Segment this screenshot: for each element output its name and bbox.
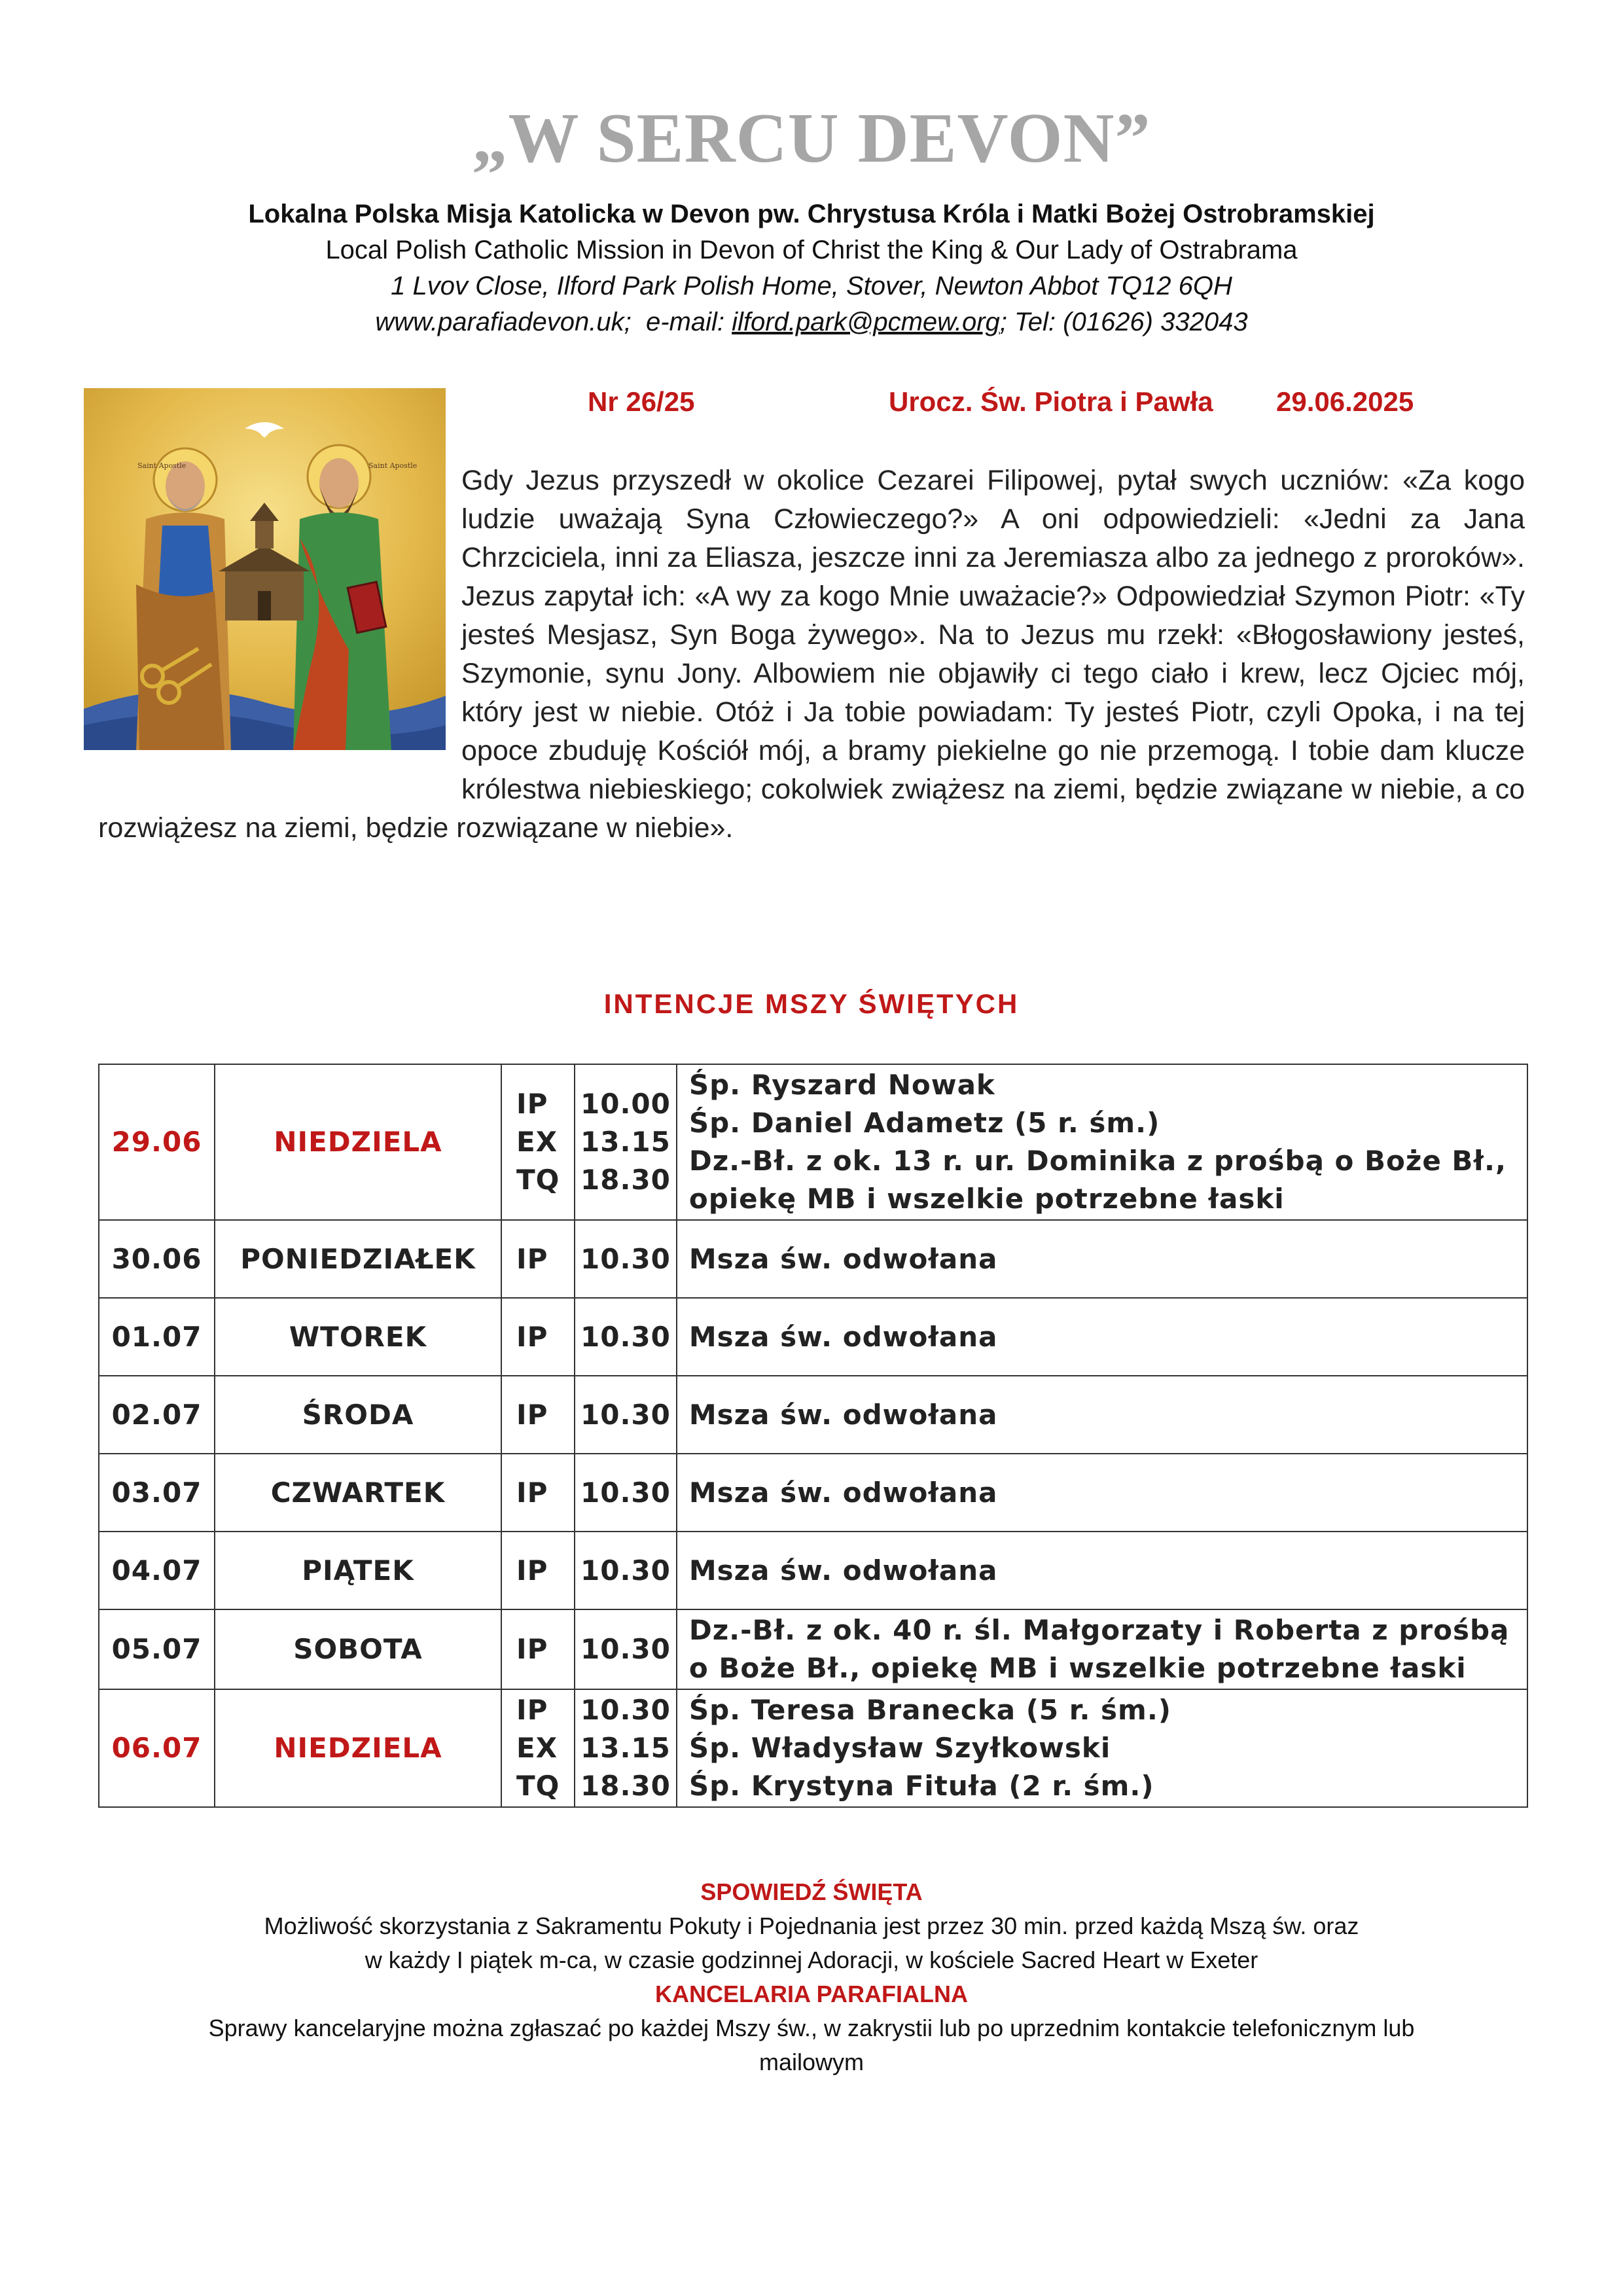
mass-time (575, 1689, 677, 1807)
mass-intention-item: Śp. Teresa Branecka (5 r. śm.) (688, 1694, 1171, 1726)
mass-date: 05.07 (99, 1609, 215, 1689)
table-row (99, 1298, 1527, 1376)
mass-time-item: 10.30 (580, 1633, 671, 1665)
mass-place-item: TQ (516, 1770, 560, 1802)
mass-intention (677, 1298, 1527, 1376)
table-row (99, 1689, 1527, 1807)
mass-intention (677, 1220, 1527, 1298)
mass-place-item: IP (516, 1476, 548, 1509)
mass-place-item: IP (516, 1320, 548, 1353)
mass-day: NIEDZIELA (215, 1064, 501, 1220)
table-row (99, 1064, 1527, 1220)
mass-place-item: IP (516, 1633, 548, 1665)
mass-intention (677, 1376, 1527, 1454)
mass-intention (677, 1609, 1527, 1689)
mass-date: 29.06 (99, 1064, 215, 1220)
mass-intention-item: Dz.-Bł. z ok. 40 r. śl. Małgorzaty i Roberta z prośbą o Boże Bł., opiekę MB i wszelkie potrzebne łaski (688, 1614, 1510, 1684)
mass-place (501, 1689, 575, 1807)
mass-day: PIĄTEK (215, 1532, 501, 1609)
phone-number: ; Tel: (01626) 332043 (999, 308, 1248, 336)
mass-time-item: 10.30 (580, 1398, 671, 1431)
mass-intention-item: Msza św. odwołana (688, 1554, 998, 1587)
mass-intention-item: Dz.-Bł. z ok. 13 r. ur. Dominika z prośbą o Boże Bł., opiekę MB i wszelkie potrzebne łaski (688, 1145, 1507, 1215)
mass-place-item: IP (516, 1694, 548, 1726)
mass-time-item: 13.15 (580, 1732, 671, 1764)
mass-intention (677, 1064, 1527, 1220)
issue-feast: Urocz. Św. Piotra i Pawła (889, 386, 1213, 417)
office-line-2: mailowym (758, 2049, 864, 2075)
email-label: e-mail: (645, 308, 724, 336)
icon-label-peter: Saint Apostle (137, 461, 187, 470)
mass-intentions-table (98, 1064, 1528, 1808)
mass-time (575, 1376, 677, 1454)
mass-place (501, 1298, 575, 1376)
mass-place-item: EX (516, 1126, 558, 1158)
mass-intention-item: Msza św. odwołana (688, 1476, 998, 1509)
mass-place (501, 1376, 575, 1454)
table-row (99, 1220, 1527, 1298)
mass-place (501, 1609, 575, 1689)
mass-time (575, 1220, 677, 1298)
table-row (99, 1532, 1527, 1609)
mass-place-item: IP (516, 1088, 548, 1120)
mass-intention-item: Śp. Daniel Adametz (5 r. śm.) (688, 1107, 1160, 1139)
mass-intention-item: Msza św. odwołana (688, 1398, 998, 1431)
office-title: KANCELARIA PARAFIALNA (655, 1981, 968, 2007)
table-row (99, 1454, 1527, 1532)
mass-intention-item: Śp. Władysław Szyłkowski (688, 1732, 1111, 1764)
table-row (99, 1609, 1527, 1689)
confession-title: SPOWIEDŹ ŚWIĘTA (700, 1878, 923, 1905)
mass-intention-item: Msza św. odwołana (688, 1242, 998, 1275)
mass-place (501, 1454, 575, 1532)
mission-name-pl: Lokalna Polska Misja Katolicka w Devon pw. Chrystusa Króla i Matki Bożej Ostrobramskiej (248, 200, 1375, 228)
mass-place-item: EX (516, 1732, 558, 1764)
confession-line-1: Możliwość skorzystania z Sakramentu Pokuty i Pojednania jest przez 30 min. przed każdą Mszą św. oraz (264, 1912, 1359, 1939)
icon-label-paul: Saint Apostle (368, 461, 418, 470)
mass-day: SOBOTA (215, 1609, 501, 1689)
mass-intention-item: Msza św. odwołana (688, 1320, 998, 1353)
mass-date: 06.07 (99, 1689, 215, 1807)
mass-intention (677, 1532, 1527, 1609)
mass-intention-item: Śp. Ryszard Nowak (688, 1069, 995, 1101)
confession-line-2: w każdy I piątek m-ca, w czasie godzinnej Adoracji, w kościele Sacred Heart w Exeter (365, 1946, 1258, 1973)
office-line-1: Sprawy kancelaryjne można zgłaszać po każdej Mszy św., w zakrystii lub po uprzednim kontakcie telefonicznym lub (208, 2015, 1415, 2041)
mass-time-item: 13.15 (580, 1126, 671, 1158)
mass-time-item: 10.30 (580, 1694, 671, 1726)
mass-date: 01.07 (99, 1298, 215, 1376)
mass-time-item: 10.00 (580, 1088, 671, 1120)
mass-time-item: 10.30 (580, 1476, 671, 1509)
issue-line (0, 386, 1623, 425)
mass-place-item: IP (516, 1398, 548, 1431)
mission-address: 1 Lvov Close, Ilford Park Polish Home, Stover, Newton Abbot TQ12 6QH (391, 272, 1232, 300)
mass-intention-item: Śp. Krystyna Fituła (2 r. śm.) (688, 1770, 1154, 1802)
mass-intention (677, 1689, 1527, 1807)
mass-date: 04.07 (99, 1532, 215, 1609)
mission-header (0, 196, 1623, 340)
mass-place-item: TQ (516, 1164, 560, 1196)
mass-day: NIEDZIELA (215, 1689, 501, 1807)
mass-place (501, 1220, 575, 1298)
mass-place (501, 1532, 575, 1609)
issue-date: 29.06.2025 (1276, 386, 1414, 417)
footer (0, 1875, 1623, 2079)
mass-date: 30.06 (99, 1220, 215, 1298)
mass-day: ŚRODA (215, 1376, 501, 1454)
mass-time (575, 1532, 677, 1609)
mass-time-item: 18.30 (580, 1164, 671, 1196)
mass-time-item: 10.30 (580, 1554, 671, 1587)
mass-time-item: 10.30 (580, 1320, 671, 1353)
mass-place-item: IP (516, 1554, 548, 1587)
mass-intentions-heading: INTENCJE MSZY ŚWIĘTYCH (603, 988, 1020, 1019)
mission-contact (0, 304, 1623, 340)
mass-date: 03.07 (99, 1454, 215, 1532)
mass-intention (677, 1454, 1527, 1532)
mass-date: 02.07 (99, 1376, 215, 1454)
mass-place-item: IP (516, 1242, 548, 1275)
issue-number: Nr 26/25 (588, 386, 695, 417)
mass-time (575, 1064, 677, 1220)
mass-time-item: 10.30 (580, 1242, 671, 1275)
website-link[interactable]: www.parafiadevon.uk; (375, 308, 632, 336)
mass-time (575, 1609, 677, 1689)
gospel-text: Gdy Jezus przyszedł w okolice Cezarei Filipowej, pytał swych uczniów: «Za kogo ludzie uważają Syna Człowieczego?» A oni odpowiedzieli: «Jedni za Jana Chrzciciela, inni za Eliasza, jeszcze inni za Jeremiasza albo za jednego z proroków». Jezus zapytał ich: «A wy za kogo Mnie uważacie?» Odpowiedział Szymon Piotr: «Ty jesteś Mesjasz, Syn Boga żywego». Na to Jezus mu rzekł: «Błogosławiony jesteś, Szymonie, synu Jony. Albowiem nie objawiły ci tego ciało i krew, lecz Ojciec mój, który jest w niebie. Otóż i Ja tobie powiadam: Ty jesteś Piotr, czyli Opoka, i na tej opoce zbuduję Kościół mój, a bramy piekielne go nie przemogą. I tobie dam klucze królestwa niebieskiego; cokolwiek zwiążesz na ziemi, będzie związane w niebie, a co rozwiążesz na ziemi, będzie rozwiązane w niebie». (98, 465, 1525, 844)
mass-time (575, 1454, 677, 1532)
mission-name-en: Local Polish Catholic Mission in Devon of Christ the King & Our Lady of Ostrabrama (325, 236, 1298, 264)
mass-time-item: 18.30 (580, 1770, 671, 1802)
mass-place (501, 1064, 575, 1220)
mass-day: PONIEDZIAŁEK (215, 1220, 501, 1298)
mass-day: CZWARTEK (215, 1454, 501, 1532)
mass-day: WTOREK (215, 1298, 501, 1376)
email-link[interactable]: ilford.park@pcmew.org (732, 308, 1000, 336)
mass-time (575, 1298, 677, 1376)
masthead-title: „W SERCU DEVON” (472, 99, 1151, 177)
table-row (99, 1376, 1527, 1454)
